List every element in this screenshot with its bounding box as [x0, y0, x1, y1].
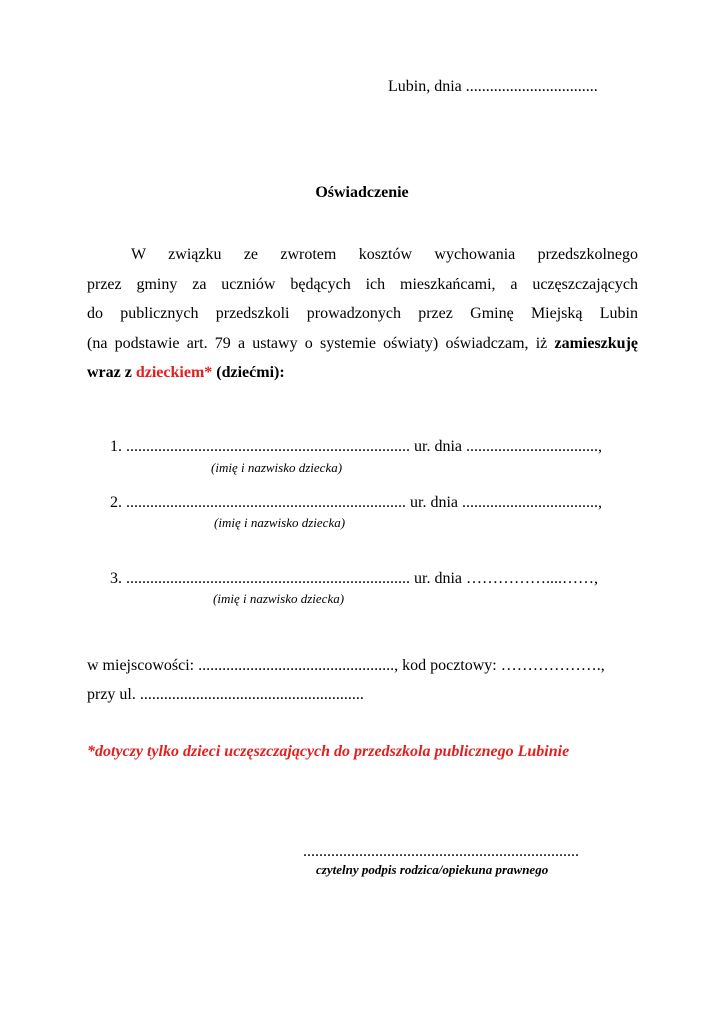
paragraph-line-2: przez gminy za uczniów będących ich mieszkańcami, a uczęszczających [87, 275, 638, 293]
signature-caption: czytelny podpis rodzica/opiekuna prawnego [316, 862, 549, 877]
paragraph-line-3: do publicznych przedszkoli prowadzonych przez Gminę Miejską Lubin [87, 305, 638, 322]
paragraph-line-4: (na podstawie art. 79 a ustawy o systemie oświaty) oświadczam, iż zamieszkuję [87, 334, 638, 352]
document-title: Oświadczenie [315, 184, 409, 201]
paragraph-line-1: W związku ze zwrotem kosztów wychowania przedszkolnego [131, 246, 638, 263]
signature-line: ..................................................................... [303, 843, 579, 860]
place-date: Lubin, dnia ................................. [388, 78, 598, 95]
address-locality-line: w miejscowości: ................................................., kod pocztowy: ………………., [87, 657, 605, 674]
child-entry-3: 3. ....................................................................... ur. dnia ……………....……, [110, 570, 598, 587]
declaration-paragraph [87, 240, 638, 388]
paragraph-line-5: wraz z dzieckiem* (dziećmi): [87, 364, 285, 381]
address-street-line: przy ul. ........................................................ [87, 686, 364, 703]
footnote: *dotyczy tylko dzieci uczęszczających do przedszkola publicznego Lubinie [87, 743, 570, 760]
child-entry-1: 1. ....................................................................... ur. dnia ................................., [110, 438, 602, 455]
child-entry-2: 2. ...................................................................... ur. dnia .................................., [110, 494, 602, 511]
child-caption-2: (imię i nazwisko dziecka) [214, 515, 346, 530]
child-caption-1: (imię i nazwisko dziecka) [211, 460, 343, 475]
child-caption-3: (imię i nazwisko dziecka) [213, 591, 345, 606]
